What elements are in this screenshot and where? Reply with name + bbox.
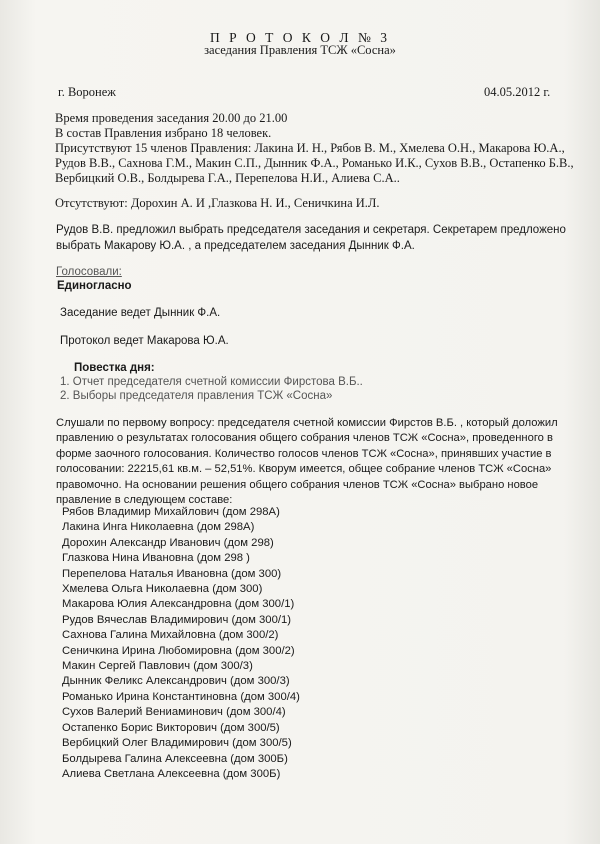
agenda-item-1: 1. Отчет председателя счетной комиссии Фирстова В.Б..: [60, 376, 363, 388]
first-question-line: правление в следующем составе:: [56, 494, 233, 507]
present-members-line-2: Рудов В.В., Сахнова Г.М., Макин С.П., Дынник Ф.А., Романько И.К., Сухов В.В., Остапенко Б.В.,: [55, 156, 574, 170]
board-composition: В состав Правления избрано 18 человек.: [55, 126, 272, 140]
list-item: Дорохин Александр Иванович (дом 298): [62, 536, 274, 549]
list-item: Перепелова Наталья Ивановна (дом 300): [62, 567, 282, 580]
first-question-paragraph: [56, 416, 584, 508]
first-question-line: голосовании: 22215,61 кв.м. – 52,51%. Кворум имеется, общее собрание членов ТСЖ «Сосна»: [56, 463, 552, 476]
list-item: Глазкова Нина Ивановна (дом 298 ): [62, 552, 250, 565]
city-label: г. Воронеж: [58, 85, 116, 99]
list-item: Вербицкий Олег Владимирович (дом 300/5): [62, 737, 292, 750]
agenda-heading: Повестка дня:: [74, 362, 155, 374]
absent-members: Отсутствуют: Дорохин А. И ,Глазкова Н. И., Сеничкина И.Л.: [55, 196, 380, 210]
list-item: Лакина Инга Николаевна (дом 298А): [62, 521, 255, 534]
document-title: П Р О Т О К О Л № 3: [210, 30, 390, 45]
vote-result: Единогласно: [57, 280, 132, 292]
list-item: Сухов Валерий Вениаминович (дом 300/4): [62, 706, 286, 719]
list-item: Болдырева Галина Алексеевна (дом 300Б): [62, 752, 288, 765]
meeting-time: Время проведения заседания 20.00 до 21.00: [55, 111, 288, 125]
list-item: Сахнова Галина Михайловна (дом 300/2): [62, 629, 279, 642]
list-item: Макарова Юлия Александровна (дом 300/1): [62, 598, 295, 611]
list-item: Остапенко Борис Викторович (дом 300/5): [62, 721, 280, 734]
first-question-line: форме заочного голосования. Количество голосов членов ТСЖ «Сосна», принявших участие в: [56, 447, 552, 460]
list-item: Дынник Феликс Александрович (дом 300/3): [62, 675, 290, 688]
proposal-line-2: выбрать Макарову Ю.А. , а председателем заседания Дынник Ф.А.: [56, 240, 415, 252]
list-item: Макин Сергей Павлович (дом 300/3): [62, 660, 253, 673]
present-members-line-3: Вербицкий О.В., Болдырева Г.А., Перепелова Н.И., Алиева С.А..: [55, 171, 400, 185]
document-subtitle: заседания Правления ТСЖ «Сосна»: [204, 43, 396, 57]
present-members-line-1: Присутствуют 15 членов Правления: Лакина И. Н., Рябов В. М., Хмелева О.Н., Макарова Ю.А.,: [55, 141, 565, 155]
list-item: Хмелева Ольга Николаевна (дом 300): [62, 583, 263, 596]
agenda-item-2: 2. Выборы председателя правления ТСЖ «Сосна»: [60, 390, 333, 402]
list-item: Романько Ирина Константиновна (дом 300/4): [62, 690, 300, 703]
board-members-list: [62, 505, 300, 782]
first-question-line: Слушали по первому вопросу: председателя счетной комиссии Фирстов В.Б. , который доложил: [56, 417, 558, 429]
vote-label: Голосовали:: [56, 266, 122, 278]
list-item: Сеничкина Ирина Любомировна (дом 300/2): [62, 644, 295, 657]
list-item: Рябов Владимир Михайлович (дом 298А): [62, 506, 280, 518]
first-question-line: правомочно. На основании решения общего собрания членов ТСЖ «Сосна» выбрано новое: [56, 478, 539, 491]
proposal-line-1: Рудов В.В. предложил выбрать председателя заседания и секретаря. Секретарем предложено: [56, 224, 566, 236]
meeting-secretary: Протокол ведет Макарова Ю.А.: [60, 335, 229, 347]
date-label: 04.05.2012 г.: [484, 85, 551, 99]
first-question-line: правлению о результатах голосования общего собрания членов ТСЖ «Сосна», проведенного в: [56, 432, 553, 445]
list-item: Рудов Вячеслав Владимирович (дом 300/1): [62, 613, 292, 626]
meeting-chair: Заседание ведет Дынник Ф.А.: [60, 307, 221, 319]
list-item: Алиева Светлана Алексеевна (дом 300Б): [62, 767, 281, 780]
